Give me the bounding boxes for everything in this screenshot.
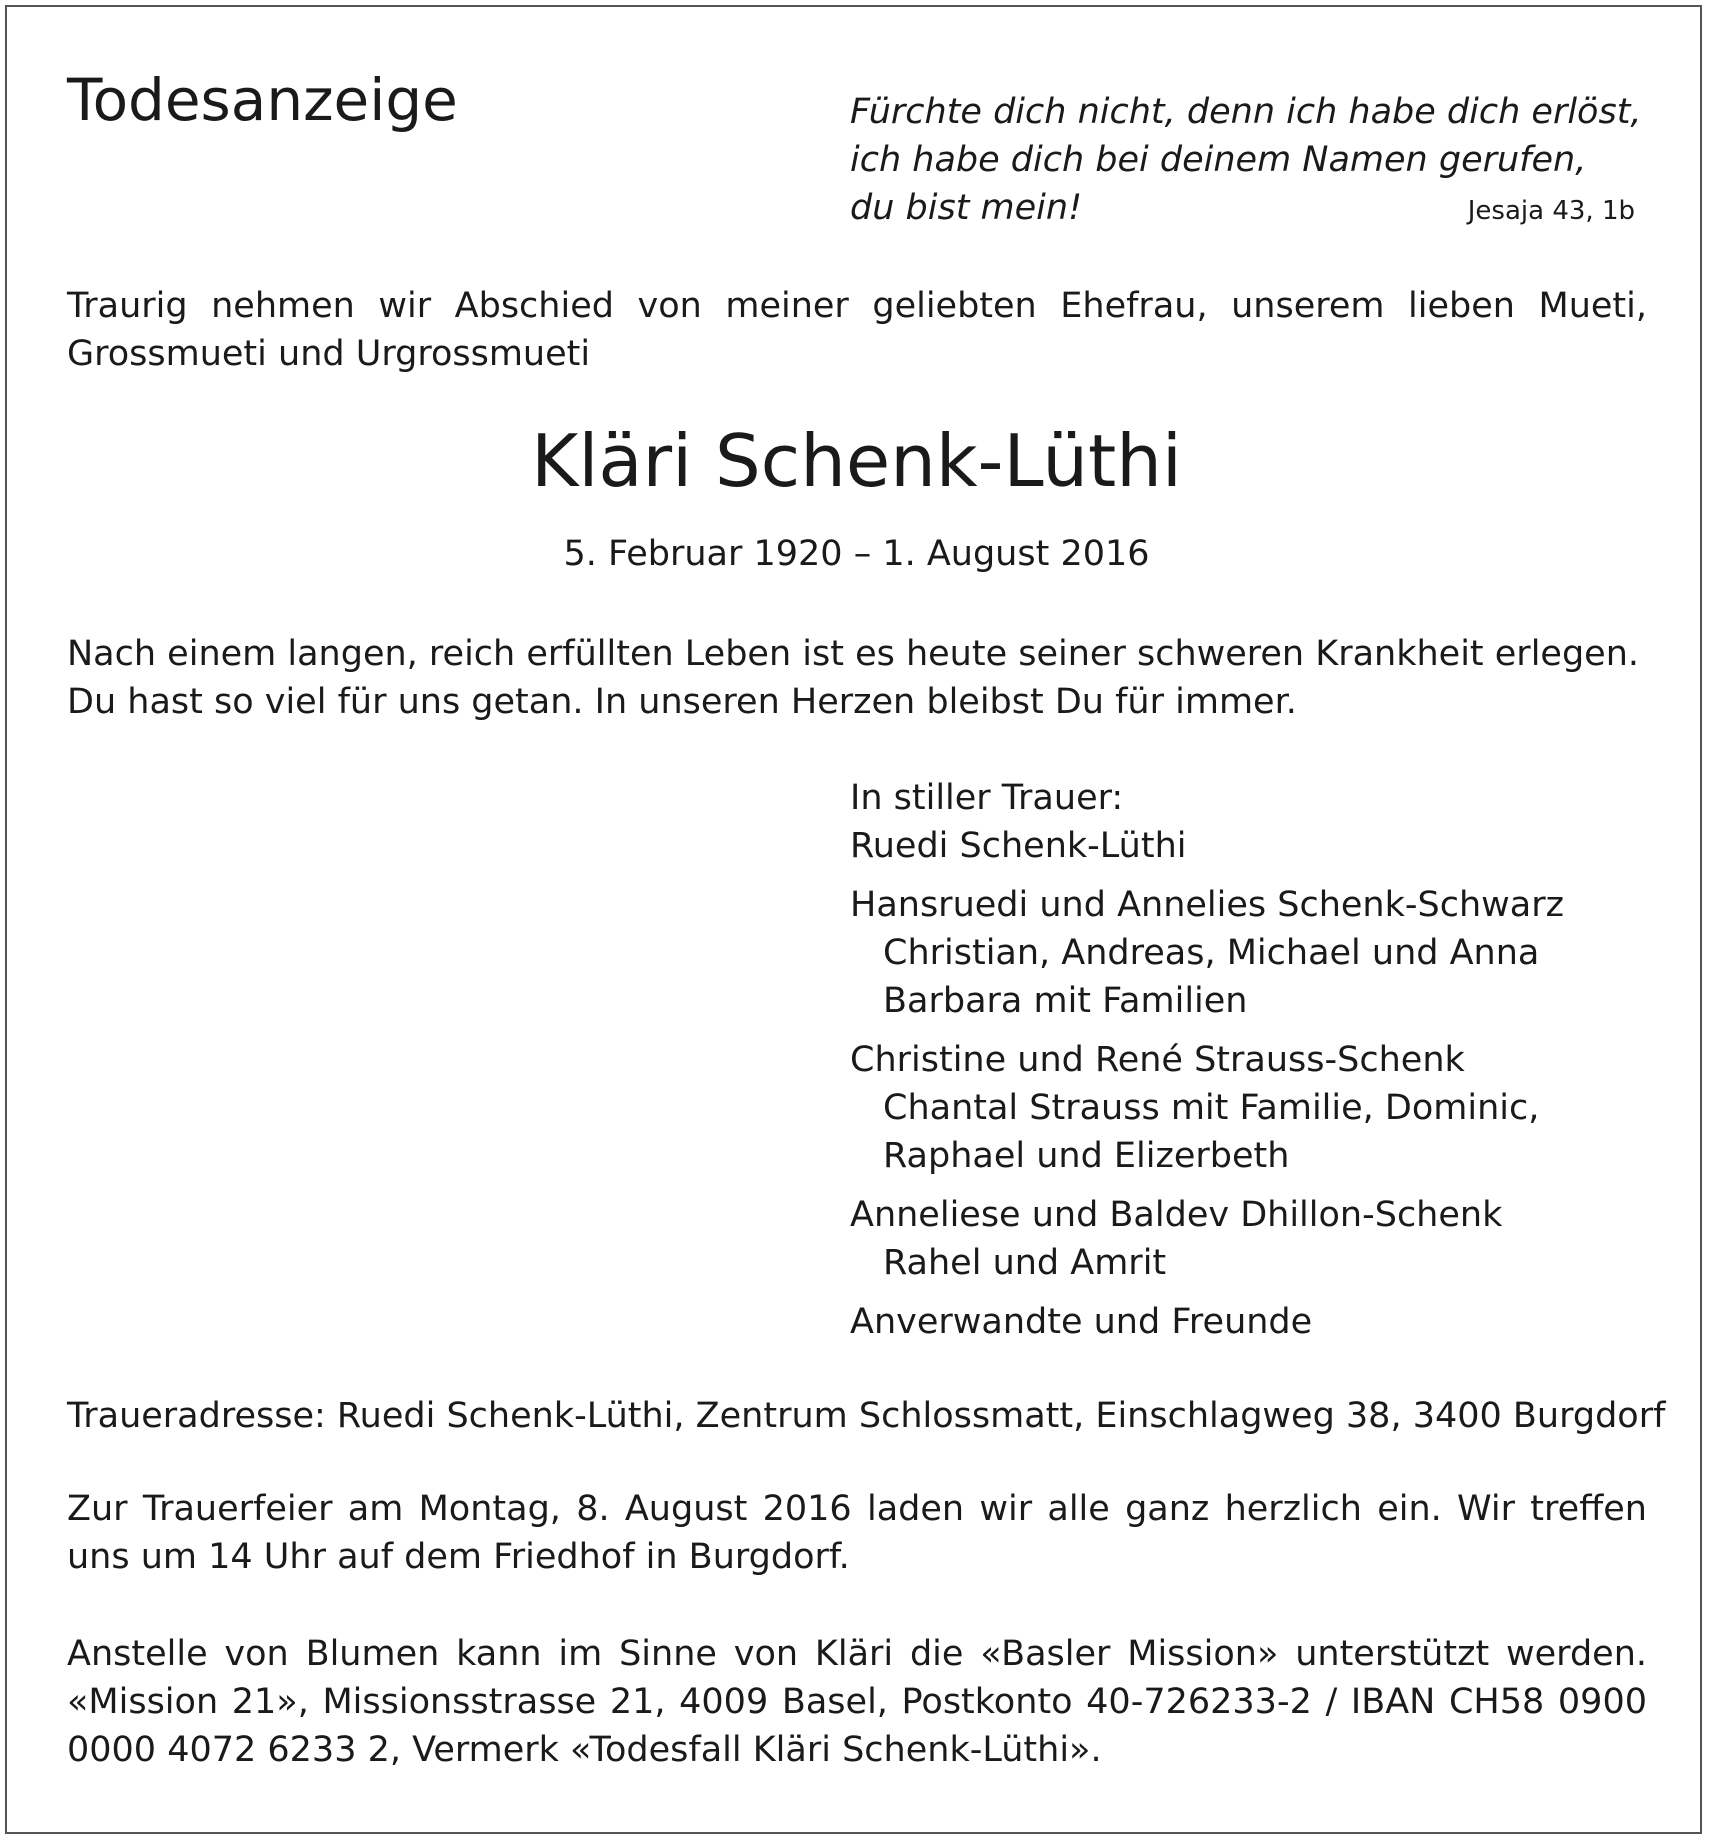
family-3-children-1: Rahel und Amrit: [883, 1243, 1167, 1283]
verse-line-3: du bist mein!: [850, 188, 1083, 228]
donation-info: Anstelle von Blumen kann im Sinne von Kläri die «Basler Mission» unterstützt werden. «Mission 21», Missionsstrasse 21, 4009 Basel, Postkonto 40-726233-2 / IBAN CH58 0900 0000 4072 6233 2, Vermerk «Todesfall Kläri Schenk-Lüthi».: [67, 1634, 1647, 1770]
mourner-others: Anverwandte und Freunde: [850, 1302, 1313, 1342]
deceased-name: Kläri Schenk-Lüthi: [531, 419, 1182, 503]
mourners-list: [850, 774, 1650, 1346]
verse-line-2: ich habe dich bei deinem Namen gerufen,: [850, 140, 1587, 180]
family-2-children-2: Raphael und Elizerbeth: [883, 1136, 1290, 1176]
family-1-name: Hansruedi und Annelies Schenk-Schwarz: [850, 885, 1564, 925]
verse-line-3-row: [850, 184, 1635, 235]
family-2-children-1: Chantal Strauss mit Familie, Dominic,: [883, 1088, 1540, 1128]
mourner-family-3: [850, 1191, 1650, 1287]
mourner-family-1: [850, 881, 1650, 1025]
family-3-name: Anneliese und Baldev Dhillon-Schenk: [850, 1195, 1503, 1235]
ceremony-info: Zur Trauerfeier am Montag, 8. August 2016 laden wir alle ganz herzlich ein. Wir treffen uns um 14 Uhr auf dem Friedhof in Burgdorf.: [67, 1489, 1647, 1577]
notice-heading: Todesanzeige: [67, 66, 458, 134]
tribute-text: [67, 630, 1647, 726]
mourner-spouse: Ruedi Schenk-Lüthi: [850, 826, 1187, 866]
mourners-header: In stiller Trauer:: [850, 778, 1124, 818]
family-2-name: Christine und René Strauss-Schenk: [850, 1040, 1465, 1080]
mourner-family-2: [850, 1036, 1650, 1180]
tribute-line-2: Du hast so viel für uns getan. In unseren Herzen bleibst Du für immer.: [67, 682, 1297, 722]
mourning-address: Traueradresse: Ruedi Schenk-Lüthi, Zentrum Schlossmatt, Einschlagweg 38, 3400 Burgdorf: [67, 1396, 1666, 1436]
family-1-children-1: Christian, Andreas, Michael und Anna: [883, 933, 1540, 973]
bible-verse: [850, 88, 1642, 235]
intro-text: Traurig nehmen wir Abschied von meiner geliebten Ehefrau, unserem lieben Mueti, Grossmueti und Urgrossmueti: [67, 286, 1647, 374]
family-1-children-2: Barbara mit Familien: [883, 981, 1248, 1021]
life-dates: 5. Februar 1920 – 1. August 2016: [563, 534, 1150, 574]
tribute-line-1: Nach einem langen, reich erfüllten Leben ist es heute seiner schweren Krankheit erlegen.: [67, 634, 1640, 674]
verse-reference: Jesaja 43, 1b: [1467, 196, 1635, 226]
verse-line-1: Fürchte dich nicht, denn ich habe dich erlöst,: [850, 92, 1642, 132]
mourner-others-group: [850, 1298, 1650, 1346]
